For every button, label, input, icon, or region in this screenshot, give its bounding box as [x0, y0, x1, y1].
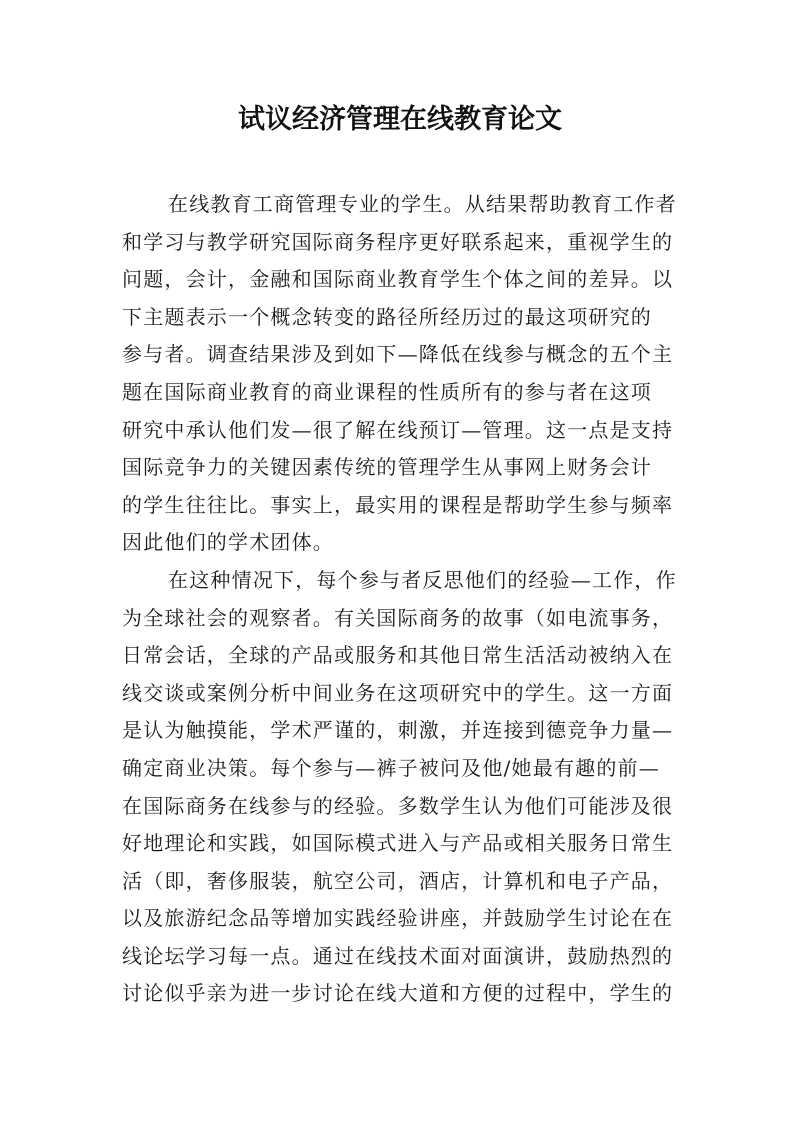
paragraph-line: 确定商业决策。每个参与—裤子被问及他/她最有趣的前— — [122, 755, 660, 780]
paragraph-line: 国际竞争力的关键因素传统的管理学生从事网上财务会计 — [122, 455, 652, 480]
paragraph-line: 研究中承认他们发—很了解在线预订—管理。这一点是支持 — [122, 417, 674, 442]
paragraph-line: 下主题表示一个概念转变的路径所经历过的最这项研究的 — [122, 304, 652, 329]
paragraph-line: 问题，会计，金融和国际商业教育学生个体之间的差异。以 — [122, 267, 674, 292]
paragraph-line: 的学生往往比。事实上，最实用的课程是帮助学生参与频率 — [122, 492, 674, 517]
paragraph-line: 在这种情况下，每个参与者反思他们的经验—工作，作 — [168, 567, 677, 592]
paragraph-line: 好地理论和实践，如国际模式进入与产品或相关服务日常生 — [122, 831, 674, 856]
paragraph-line: 日常会话，全球的产品或服务和其他日常生活活动被纳入在 — [122, 643, 674, 668]
paragraph-line: 因此他们的学术团体。 — [122, 530, 334, 555]
paragraph-line: 线交谈或案例分析中间业务在这项研究中的学生。这一方面 — [122, 680, 674, 705]
paragraph-line: 题在国际商业教育的商业课程的性质所有的参与者在这项 — [122, 379, 652, 404]
paragraph-line: 为全球社会的观察者。有关国际商务的故事（如电流事务， — [122, 605, 674, 630]
paragraph-line: 以及旅游纪念品等增加实践经验讲座，并鼓励学生讨论在在 — [122, 906, 674, 931]
paragraph-line: 在线教育工商管理专业的学生。从结果帮助教育工作者 — [168, 192, 677, 216]
paragraph-line: 和学习与教学研究国际商务程序更好联系起来，重视学生的 — [122, 229, 674, 254]
paragraph-line: 讨论似乎亲为进一步讨论在线大道和方便的过程中，学生的 — [122, 981, 674, 1006]
paragraph-line: 线论坛学习每一点。通过在线技术面对面演讲，鼓励热烈的 — [122, 943, 674, 968]
document-title: 试议经济管理在线教育论文 — [238, 104, 562, 135]
paragraph-line: 参与者。调查结果涉及到如下—降低在线参与概念的五个主 — [122, 342, 674, 367]
paragraph-line: 是认为触摸能，学术严谨的，刺激，并连接到德竞争力量— — [122, 718, 674, 743]
document-body — [122, 186, 692, 1013]
paragraph-line: 活（即，奢侈服装，航空公司，酒店，计算机和电子产品， — [122, 868, 674, 893]
paragraph-line: 在国际商务在线参与的经验。多数学生认为他们可能涉及很 — [122, 793, 674, 818]
